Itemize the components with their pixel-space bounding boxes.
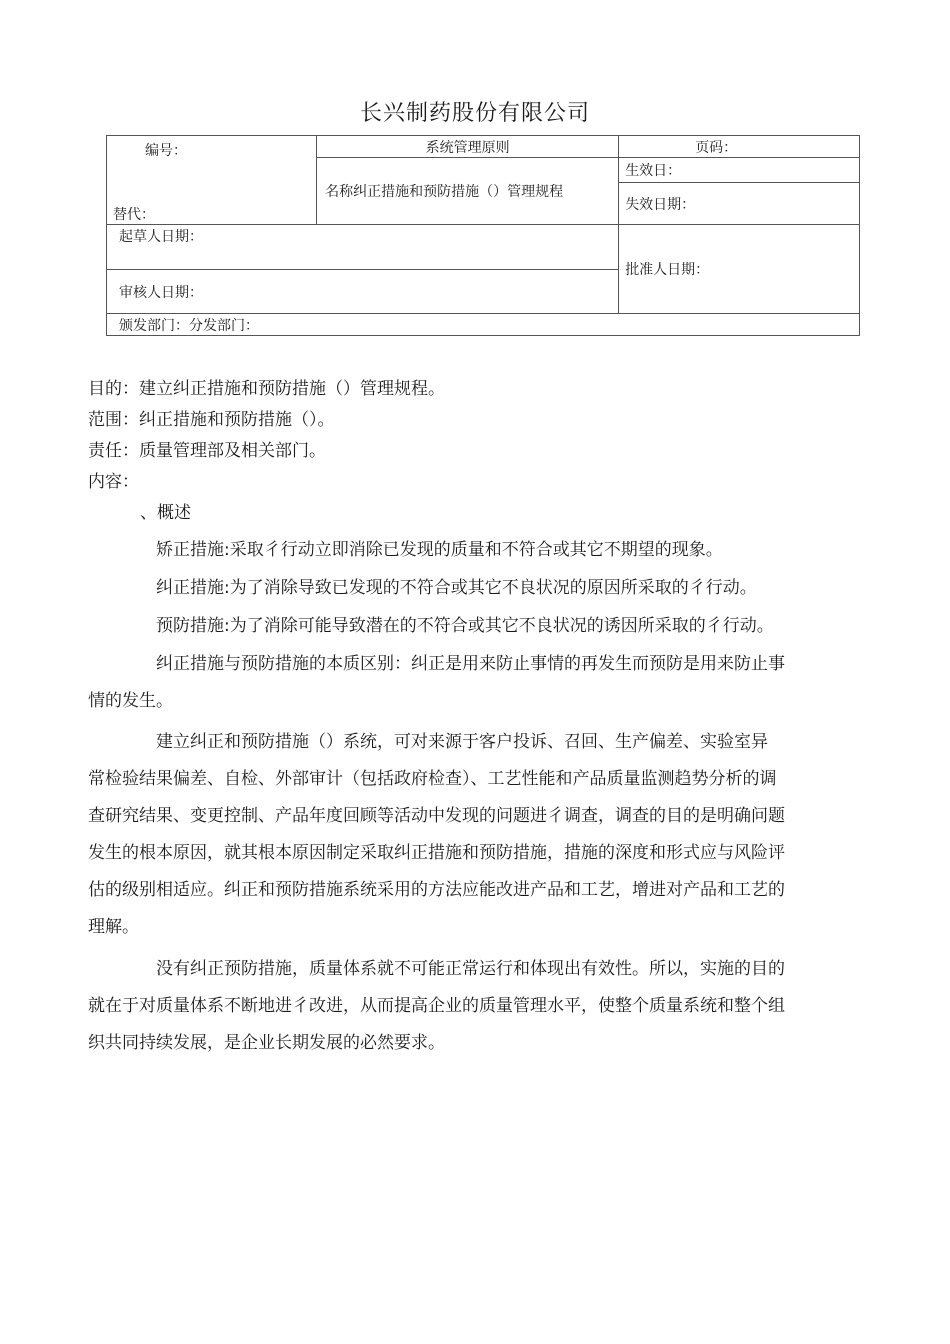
- effective-date-label: 生效日：: [619, 158, 860, 183]
- system-label: 系统管理原则: [317, 136, 619, 158]
- difference-line-2: 情的发生。: [88, 691, 173, 711]
- definition-preventive: 预防措施:为了消除可能导致潜在的不符合或其它不良状况的诱因所采取的彳行动。: [156, 616, 774, 636]
- contents-label: 内容：: [88, 472, 139, 492]
- paragraph-1-line-1: 建立纠正和预防措施（）系统，可对来源于客户投诉、召回、生产偏差、实验室异: [156, 732, 768, 752]
- definition-correction: 矫正措施:采取彳行动立即消除已发现的质量和不符合或其它不期望的现象。: [156, 540, 723, 560]
- number-replace-cell: [107, 136, 317, 225]
- definition-corrective: 纠正措施:为了消除导致已发现的不符合或其它不良状况的原因所采取的彳行动。: [156, 578, 757, 598]
- company-title: 长兴制药股份有限公司: [359, 101, 590, 126]
- replace-label: 替代：: [113, 207, 155, 223]
- paragraph-2-line-3: 织共同持续发展，是企业长期发展的必然要求。: [88, 1033, 445, 1053]
- page-label: 页码：: [619, 136, 860, 158]
- paragraph-2-line-1: 没有纠正预防措施，质量体系就不可能正常运行和体现出有效性。所以，实施的目的: [156, 959, 785, 979]
- approver-label: 批准人日期：: [619, 225, 860, 314]
- expire-date-label: 失效日期：: [619, 183, 860, 225]
- paragraph-1-line-2: 常检验结果偏差、自检、外部审计（包括政府检查）、工艺性能和产品质量监测趋势分析的调: [88, 769, 777, 789]
- paragraph-1-line-6: 理解。: [88, 917, 139, 937]
- document-name: 名称纠正措施和预防措施（）管理规程: [317, 158, 619, 225]
- number-label: 编号：: [145, 143, 187, 159]
- document-body: [88, 374, 878, 1062]
- responsibility-line: 责任：质量管理部及相关部门。: [88, 441, 326, 461]
- purpose-line: 目的：建立纠正措施和预防措施（）管理规程。: [88, 379, 445, 399]
- paragraph-1-line-3: 查研究结果、变更控制、产品年度回顾等活动中发现的问题进彳调查，调查的目的是明确问题: [88, 806, 785, 826]
- paragraph-1-line-5: 估的级别相适应。纠正和预防措施系统采用的方法应能改进产品和工艺，增进对产品和工艺的: [88, 880, 785, 900]
- drafter-label: 起草人日期：: [107, 225, 619, 270]
- dept-label: 颁发部门：分发部门：: [107, 314, 860, 336]
- paragraph-2-line-2: 就在于对质量体系不断地进彳改进，从而提高企业的质量管理水平，使整个质量系统和整个组: [88, 996, 785, 1016]
- overview-heading: 、概述: [140, 503, 191, 523]
- document-header-table: [106, 135, 860, 336]
- difference-line-1: 纠正措施与预防措施的本质区别：纠正是用来防止事情的再发生而预防是用来防止事: [156, 654, 785, 674]
- paragraph-1-line-4: 发生的根本原因，就其根本原因制定采取纠正措施和预防措施，措施的深度和形式应与风险评: [88, 843, 785, 863]
- reviewer-label: 审核人日期：: [107, 270, 619, 314]
- scope-line: 范围：纠正措施和预防措施（）。: [88, 410, 335, 430]
